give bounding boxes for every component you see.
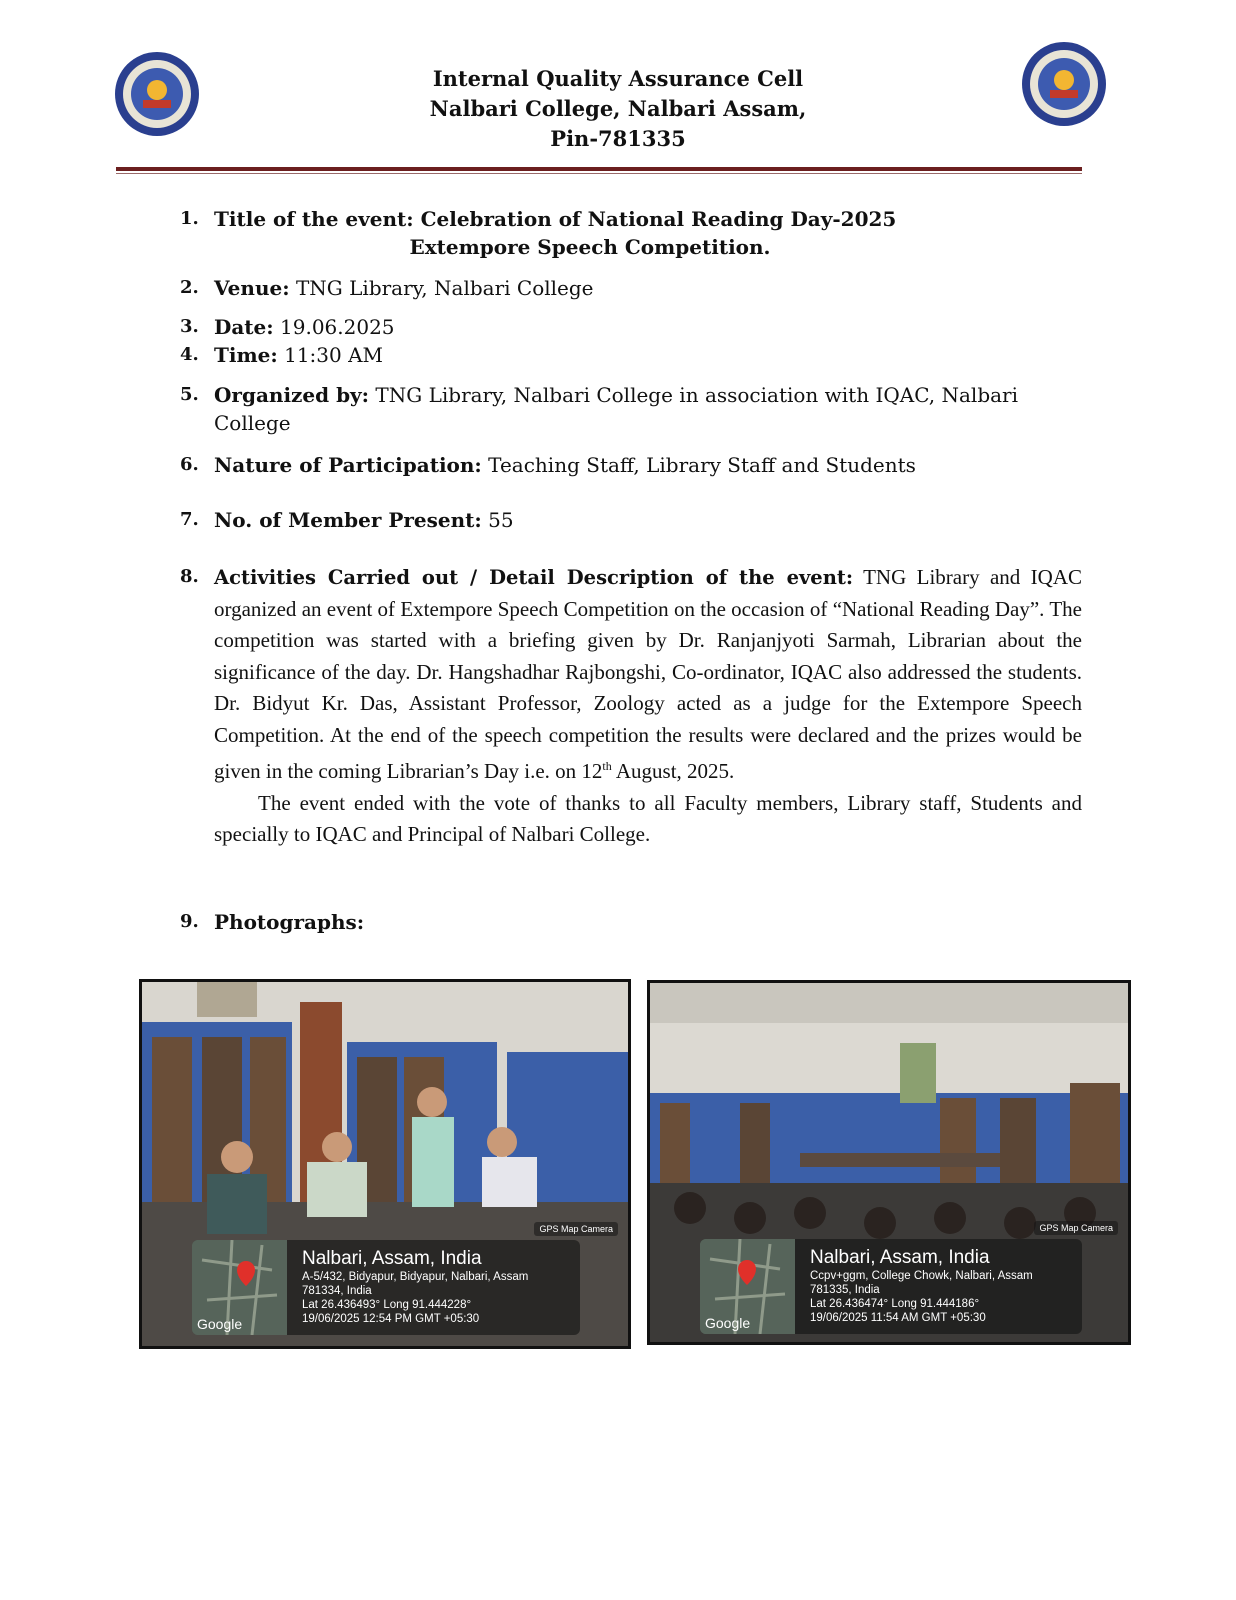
time-label: Time: <box>214 343 278 367</box>
activities-description <box>214 562 1082 851</box>
time-value: 11:30 AM <box>277 343 384 367</box>
gps-camera-tag: GPS Map Camera <box>1034 1221 1118 1235</box>
organized-value: TNG Library, Nalbari College in association with IQAC, Nalbari <box>369 383 1019 407</box>
item-number: 2. <box>180 277 199 298</box>
letterhead-line-3: Pin-781335 <box>550 126 686 151</box>
map-thumbnail <box>700 1239 795 1334</box>
gps-info-box <box>192 1240 580 1335</box>
header-rule-thin <box>116 173 1082 174</box>
activities-text-end: August, 2025. <box>611 759 735 783</box>
letterhead-title <box>0 64 1236 154</box>
nature-value: Teaching Staff, Library Staff and Students <box>481 453 916 477</box>
gps-city: Nalbari, Assam, India <box>302 1248 482 1269</box>
activities-text: TNG Library and IQAC organized an event of Extempore Speech Competition on the occasion of “National Reading Day”. The competition was started with a briefing given by Dr. Ranjanjyoti Sarmah, Librarian about the significance of the day. Dr. Hangshadhar Rajbongshi, Co-ordinator, IQAC also addressed the students. Dr. Bidyut Kr. Das, Assistant Professor, Zoology acted as a judge for the Extempore Speech Competition. At the end of the speech competition the results were declared and the prizes would be given in the coming Librarian’s Day i.e. on 12 <box>214 565 1082 783</box>
nature-label: Nature of Participation: <box>214 453 482 477</box>
gps-city: Nalbari, Assam, India <box>810 1247 990 1268</box>
map-thumbnail <box>192 1240 287 1335</box>
item-number: 4. <box>180 344 199 365</box>
organized-label: Organized by: <box>214 383 370 407</box>
item-number: 9. <box>180 911 199 932</box>
activities-paragraph-2: The event ended with the vote of thanks to all Faculty members, Library staff, Students and specially to IQAC and Principal of Nalbari College. <box>214 790 1082 846</box>
event-subtitle: Extempore Speech Competition. <box>409 235 771 259</box>
gps-coords: Lat 26.436474° Long 91.444186° <box>810 1298 980 1310</box>
gps-address: Ccpv+ggm, College Chowk, Nalbari, Assam <box>810 1270 1033 1282</box>
gps-text <box>302 1248 528 1326</box>
date-label: Date: <box>214 315 274 339</box>
date-value: 19.06.2025 <box>273 315 395 339</box>
header-rule <box>116 167 1082 171</box>
gps-datetime: 19/06/2025 12:54 PM GMT +05:30 <box>302 1313 480 1325</box>
gps-datetime: 19/06/2025 11:54 AM GMT +05:30 <box>810 1312 986 1324</box>
photos-label: Photographs: <box>214 910 365 934</box>
activities-paragraph-1 <box>214 562 1082 788</box>
venue-label: Venue: <box>214 276 290 300</box>
item-number: 7. <box>180 509 199 530</box>
gps-text <box>810 1247 1033 1325</box>
members-label: No. of Member Present: <box>214 508 482 532</box>
gps-address: A-5/432, Bidyapur, Bidyapur, Nalbari, Assam <box>302 1271 529 1283</box>
item-number: 8. <box>180 566 199 587</box>
gps-info-box <box>700 1239 1082 1334</box>
members-value: 55 <box>481 508 514 532</box>
event-title: Title of the event: Celebration of National Reading Day-2025 <box>214 207 897 231</box>
gps-camera-tag: GPS Map Camera <box>534 1222 618 1236</box>
activities-label: Activities Carried out / Detail Description of the event: <box>214 566 854 589</box>
event-photo-2 <box>647 980 1131 1345</box>
gps-coords: Lat 26.436493° Long 91.444228° <box>302 1299 472 1311</box>
google-label: Google <box>197 1316 243 1332</box>
letterhead-line-1: Internal Quality Assurance Cell <box>432 66 804 91</box>
venue-value: TNG Library, Nalbari College <box>289 276 594 300</box>
organized-value-continued: College <box>214 411 291 435</box>
item-number: 1. <box>180 208 199 229</box>
gps-pin: 781334, India <box>302 1285 372 1297</box>
activities-sup: th <box>602 759 612 773</box>
letterhead-line-2: Nalbari College, Nalbari Assam, <box>429 96 807 121</box>
item-number: 6. <box>180 454 199 475</box>
item-number: 3. <box>180 316 199 337</box>
item-number: 5. <box>180 384 199 405</box>
gps-pin: 781335, India <box>810 1284 880 1296</box>
google-label: Google <box>705 1315 751 1331</box>
event-photo-1 <box>139 979 631 1349</box>
